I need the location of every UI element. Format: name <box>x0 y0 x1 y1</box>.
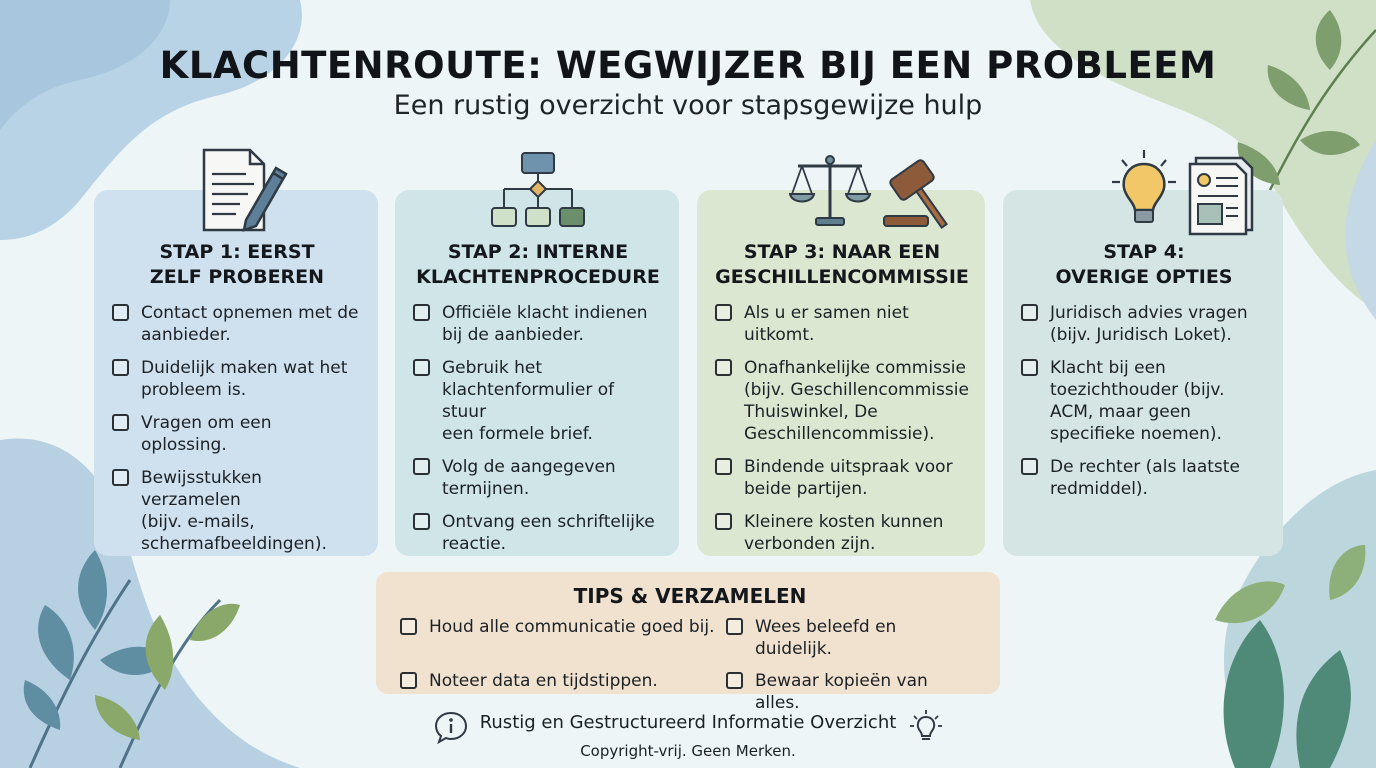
tip-item <box>400 616 726 660</box>
checkbox[interactable] <box>715 304 732 321</box>
checklist-item <box>715 302 969 346</box>
checkbox[interactable] <box>400 618 417 635</box>
checklist-item-text: Bindende uitspraak voor beide partijen. <box>744 457 953 499</box>
checklist-item <box>715 357 969 445</box>
tip-item-text: Bewaar kopieën van alles. <box>755 671 928 713</box>
checkbox[interactable] <box>715 458 732 475</box>
footer-caption: Rustig en Gestructureerd Informatie Overzicht <box>479 712 897 733</box>
checkbox[interactable] <box>413 458 430 475</box>
checkbox[interactable] <box>715 513 732 530</box>
checklist-item-text: Officiële klacht indienen bij de aanbieder. <box>442 303 648 345</box>
checklist-item <box>112 302 362 346</box>
tip-item <box>400 670 726 714</box>
checkbox[interactable] <box>413 359 430 376</box>
checkbox[interactable] <box>1021 304 1038 321</box>
checkbox[interactable] <box>413 304 430 321</box>
checklist-item <box>1021 456 1267 500</box>
checkbox[interactable] <box>112 359 129 376</box>
page-title: KLACHTENROUTE: WEGWIJZER BIJ EEN PROBLEEM <box>159 44 1217 87</box>
checklist-item-text: Onafhankelijke commissie (bijv. Geschillencommissie Thuiswinkel, De Geschillencommissie). <box>744 358 969 444</box>
document-pen-icon <box>196 146 292 234</box>
lightbulb-icon <box>908 708 944 744</box>
checkbox[interactable] <box>715 359 732 376</box>
checkbox[interactable] <box>112 414 129 431</box>
checklist-item-text: Juridisch advies vragen (bijv. Juridisch Loket). <box>1050 303 1248 345</box>
checklist-item <box>1021 302 1267 346</box>
step-card-3 <box>697 190 985 556</box>
checklist-item <box>413 357 663 445</box>
step-title: STAP 2: INTERNE KLACHTENPROCEDURE <box>416 241 660 288</box>
checkbox[interactable] <box>726 672 743 689</box>
checklist-item-text: Ontvang een schriftelijke reactie. <box>442 512 655 554</box>
checkbox[interactable] <box>400 672 417 689</box>
checkbox[interactable] <box>726 618 743 635</box>
checklist-item <box>413 456 663 500</box>
checkbox[interactable] <box>112 469 129 486</box>
checkbox[interactable] <box>1021 359 1038 376</box>
lightbulb-document-icon <box>1106 148 1262 236</box>
tip-item-text: Noteer data en tijdstippen. <box>429 671 658 691</box>
checklist-item-text: Duidelijk maken wat het probleem is. <box>141 358 348 400</box>
step-card-2 <box>395 190 679 556</box>
checklist-item <box>715 456 969 500</box>
footer-copyright: Copyright-vrij. Geen Merken. <box>580 742 796 760</box>
checklist-item-text: Klacht bij een toezichthouder (bijv. ACM, maar geen specifieke noemen). <box>1050 358 1225 444</box>
step-card-4 <box>1003 190 1283 556</box>
checklist-item <box>112 357 362 401</box>
scales-gavel-icon <box>788 150 972 232</box>
page-subtitle: Een rustig overzicht voor stapsgewijze hulp <box>393 90 983 121</box>
step-title: STAP 3: NAAR EEN GESCHILLENCOMMISSIE <box>715 241 969 288</box>
step-card-1 <box>94 190 378 556</box>
checklist-item-text: Als u er samen niet uitkomt. <box>744 303 909 345</box>
step-title: STAP 1: EERST ZELF PROBEREN <box>149 241 325 288</box>
checklist-item <box>413 302 663 346</box>
checklist-item-text: De rechter (als laatste redmiddel). <box>1050 457 1240 499</box>
tip-item-text: Wees beleefd en duidelijk. <box>755 617 897 659</box>
checklist-item <box>413 511 663 555</box>
checklist-item-text: Vragen om een oplossing. <box>141 413 272 455</box>
step-title: STAP 4: OVERIGE OPTIES <box>1055 241 1233 288</box>
tip-item <box>726 616 976 660</box>
checkbox[interactable] <box>413 513 430 530</box>
tips-title: TIPS & VERZAMELEN <box>573 584 807 608</box>
checkbox[interactable] <box>112 304 129 321</box>
checklist-item <box>1021 357 1267 445</box>
checklist-item <box>112 467 362 555</box>
checkbox[interactable] <box>1021 458 1038 475</box>
checklist-item-text: Volg de aangegeven termijnen. <box>442 457 616 499</box>
tip-item-text: Houd alle communicatie goed bij. <box>429 617 715 637</box>
checklist-item <box>112 412 362 456</box>
flowchart-icon <box>488 150 588 232</box>
checklist-item-text: Kleinere kosten kunnen verbonden zijn. <box>744 512 944 554</box>
checklist-item <box>715 511 969 555</box>
checklist-item-text: Contact opnemen met de aanbieder. <box>141 303 359 345</box>
tips-panel <box>376 572 1000 713</box>
checklist-item-text: Bewijsstukken verzamelen (bijv. e-mails, schermafbeeldingen). <box>141 468 327 554</box>
checklist-item-text: Gebruik het klachtenformulier of stuur een formele brief. <box>442 358 615 444</box>
